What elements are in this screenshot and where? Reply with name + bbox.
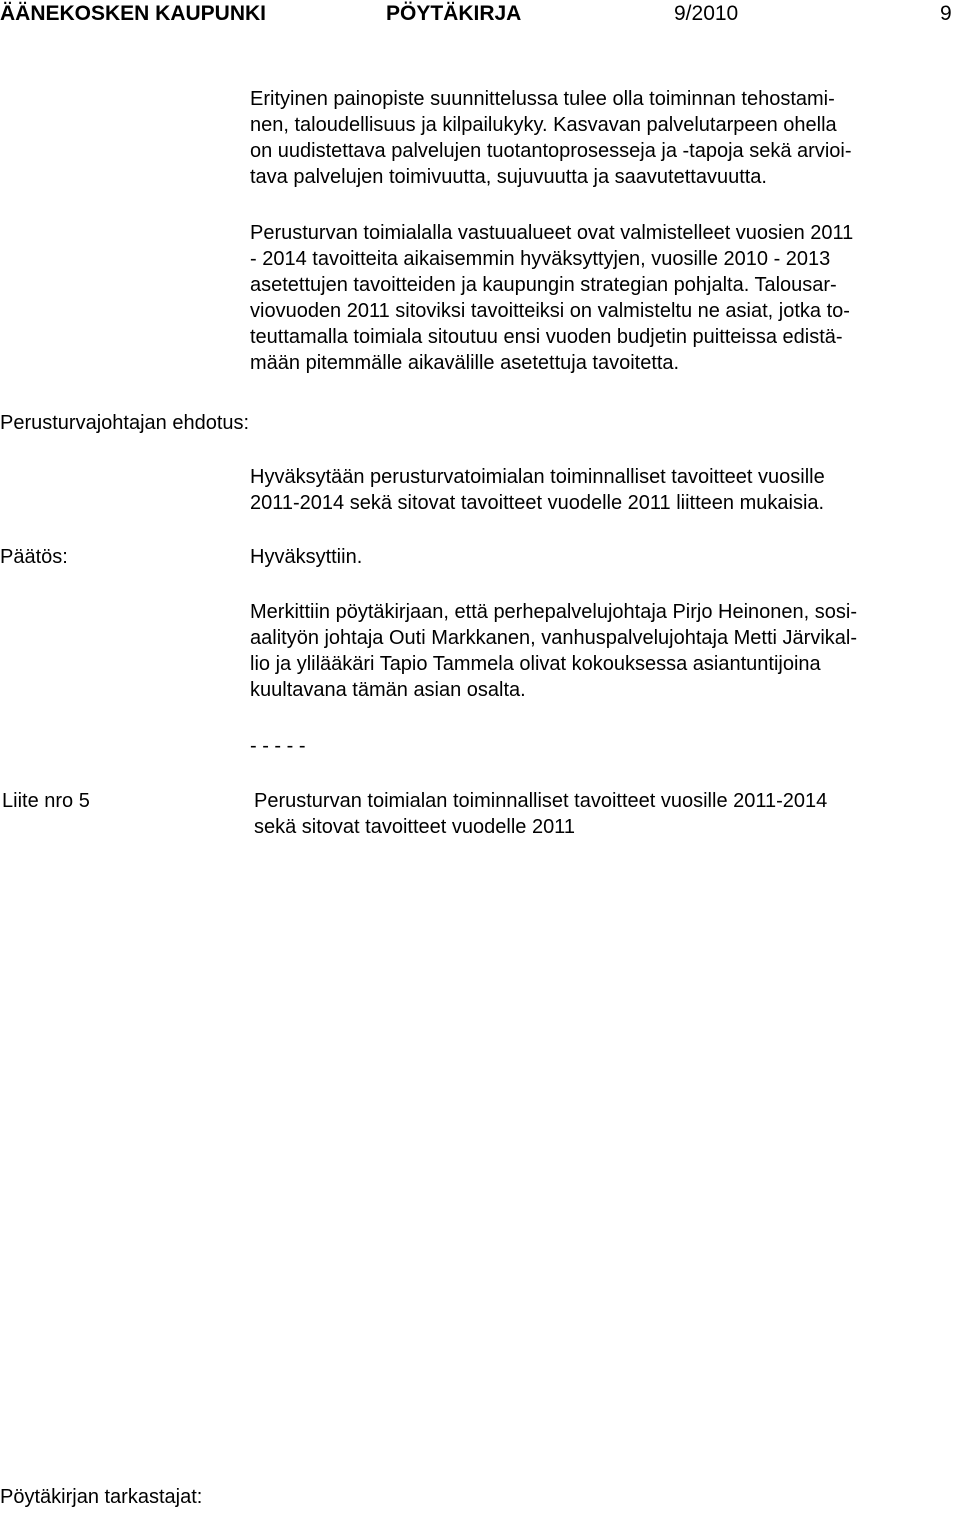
decision-label: Päätös: <box>0 546 68 568</box>
decision-note <box>250 599 955 703</box>
text-line: teuttamalla toimiala sitoutuu ensi vuoden budjetin puitteissa edistä- <box>250 326 843 348</box>
text-line: on uudistettava palvelujen tuotantoprosesseja ja -tapoja sekä arvioi- <box>250 140 852 162</box>
text-line: nen, taloudellisuus ja kilpailukyky. Kasvavan palvelutarpeen ohella <box>250 114 837 136</box>
text-line: Perusturvan toimialalla vastuualueet ovat valmistelleet vuosien 2011 <box>250 222 854 244</box>
text-line: 2011-2014 sekä sitovat tavoitteet vuodelle 2011 liitteen mukaisia. <box>250 492 825 514</box>
section-separator: - - - - - <box>250 735 306 757</box>
text-line: aalityön johtaja Outi Markkanen, vanhuspalvelujohtaja Metti Järvikal- <box>250 627 857 649</box>
text-line: kuultavana tämän asian osalta. <box>250 679 526 701</box>
text-line: viovuoden 2011 sitoviksi tavoitteiksi on valmisteltu ne asiat, jotka to- <box>250 300 850 322</box>
meeting-number: 9/2010 <box>674 2 739 25</box>
text-line: asetettujen tavoitteiden ja kaupungin strategian pohjalta. Talousar- <box>250 274 837 296</box>
text-line: sekä sitovat tavoitteet vuodelle 2011 <box>254 816 575 838</box>
attachment-text <box>254 788 954 840</box>
intro-paragraph-2 <box>250 220 955 376</box>
text-line: tava palvelujen toimivuutta, sujuvuutta ja saavutettavuutta. <box>250 166 767 188</box>
text-line: Merkittiin pöytäkirjaan, että perhepalvelujohtaja Pirjo Heinonen, sosi- <box>250 601 857 623</box>
text-line: Hyväksytään perusturvatoimialan toiminnalliset tavoitteet vuosille <box>250 466 825 488</box>
decision-text: Hyväksyttiin. <box>250 546 363 568</box>
attachment-label: Liite nro 5 <box>2 790 90 812</box>
text-line: mään pitemmälle aikavälille asetettuja tavoitetta. <box>250 352 680 374</box>
proposal-label: Perusturvajohtajan ehdotus: <box>0 412 250 434</box>
intro-paragraph-1 <box>250 86 955 190</box>
organization-name: ÄÄNEKOSKEN KAUPUNKI <box>0 2 267 25</box>
reviewers-label: Pöytäkirjan tarkastajat: <box>0 1486 203 1508</box>
proposal-text <box>250 464 955 516</box>
text-line: - 2014 tavoitteita aikaisemmin hyväksyttyjen, vuosille 2010 - 2013 <box>250 248 831 270</box>
text-line: Erityinen painopiste suunnittelussa tulee olla toiminnan tehostami- <box>250 88 835 110</box>
text-line: lio ja ylilääkäri Tapio Tammela olivat kokouksessa asiantuntijoina <box>250 653 821 675</box>
page-number: 9 <box>940 2 952 25</box>
text-line: Perusturvan toimialan toiminnalliset tavoitteet vuosille 2011-2014 <box>254 790 828 812</box>
document-type: PÖYTÄKIRJA <box>386 2 522 25</box>
